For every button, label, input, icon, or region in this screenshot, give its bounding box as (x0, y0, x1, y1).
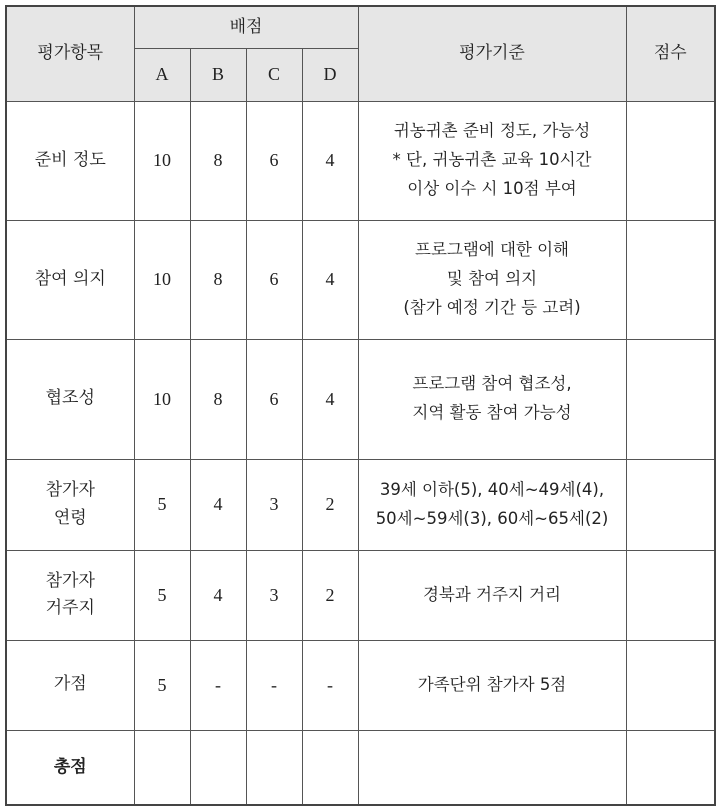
score-b: 8 (190, 339, 246, 459)
header-grade-d: D (302, 48, 358, 101)
total-score-cell[interactable] (626, 730, 715, 805)
total-a (134, 730, 190, 805)
table-row (6, 459, 715, 550)
total-label: 총점 (6, 730, 134, 805)
score-c: 6 (246, 339, 302, 459)
score-b: 4 (190, 550, 246, 640)
criteria-cell (358, 550, 626, 640)
criteria-cell-line: * 단, 귀농귀촌 교육 10시간 (392, 150, 592, 170)
score-cell[interactable] (626, 640, 715, 730)
table-row (6, 101, 715, 220)
criteria-cell-line: 경북과 거주지 거리 (422, 584, 561, 604)
criteria-cell (358, 640, 626, 730)
score-c: 3 (246, 550, 302, 640)
score-a: 5 (134, 459, 190, 550)
score-d: 2 (302, 459, 358, 550)
score-cell[interactable] (626, 550, 715, 640)
score-c: 6 (246, 220, 302, 339)
criteria-cell (358, 220, 626, 339)
criteria-cell-line: 귀농귀촌 준비 정도, 가능성 (393, 121, 591, 141)
criteria-cell-line: (참가 예정 기간 등 고려) (403, 297, 581, 317)
score-b: 8 (190, 101, 246, 220)
table-row (6, 339, 715, 459)
item-label-line: 참가자 (45, 480, 95, 501)
score-c: 3 (246, 459, 302, 550)
score-b: 4 (190, 459, 246, 550)
criteria-cell-line: 프로그램에 대한 이해 (415, 240, 569, 260)
score-d: 4 (302, 101, 358, 220)
header-item: 평가항목 (6, 6, 134, 101)
table-row (6, 640, 715, 730)
item-label-line: 거주지 (45, 598, 95, 618)
criteria-cell-line: 프로그램 참여 협조성, (412, 374, 572, 394)
score-a: 10 (134, 101, 190, 220)
score-cell[interactable] (626, 220, 715, 339)
item-label (6, 220, 134, 339)
total-criteria (358, 730, 626, 805)
score-cell[interactable] (626, 459, 715, 550)
table-row (6, 550, 715, 640)
item-label-line: 참여 의지 (34, 268, 106, 289)
item-label (6, 101, 134, 220)
score-a: 5 (134, 640, 190, 730)
item-label (6, 550, 134, 640)
item-label-line: 연령 (53, 507, 87, 528)
score-a: 5 (134, 550, 190, 640)
score-c: - (246, 640, 302, 730)
score-c: 6 (246, 101, 302, 220)
item-label (6, 640, 134, 730)
item-label-line: 참가자 (45, 570, 95, 591)
criteria-cell-line: 및 참여 의지 (446, 269, 538, 289)
item-label-line: 준비 정도 (34, 149, 106, 170)
total-b (190, 730, 246, 805)
score-d: 4 (302, 339, 358, 459)
score-d: - (302, 640, 358, 730)
score-cell[interactable] (626, 101, 715, 220)
table-row (6, 220, 715, 339)
header-grade-a: A (134, 48, 190, 101)
score-b: 8 (190, 220, 246, 339)
criteria-cell (358, 339, 626, 459)
item-label (6, 459, 134, 550)
item-label-line: 가점 (53, 674, 87, 695)
score-b: - (190, 640, 246, 730)
evaluation-table (5, 5, 716, 806)
criteria-cell-line: 39세 이하(5), 40세~49세(4), (379, 479, 605, 499)
criteria-cell (358, 101, 626, 220)
criteria-cell-line: 50세~59세(3), 60세~65세(2) (375, 508, 609, 528)
score-cell[interactable] (626, 339, 715, 459)
item-label (6, 339, 134, 459)
total-row (6, 730, 715, 805)
criteria-cell-line: 이상 이수 시 10점 부여 (407, 178, 577, 198)
header-grade-b: B (190, 48, 246, 101)
header-score: 점수 (626, 6, 715, 101)
criteria-cell (358, 459, 626, 550)
header-grade-c: C (246, 48, 302, 101)
score-a: 10 (134, 220, 190, 339)
criteria-cell-line: 가족단위 참가자 5점 (417, 674, 567, 694)
criteria-cell-line: 지역 활동 참여 가능성 (412, 403, 572, 422)
total-d (302, 730, 358, 805)
score-a: 10 (134, 339, 190, 459)
score-d: 4 (302, 220, 358, 339)
item-label-line: 협조성 (45, 388, 95, 409)
header-criteria: 평가기준 (358, 6, 626, 101)
score-d: 2 (302, 550, 358, 640)
total-c (246, 730, 302, 805)
header-score-group: 배점 (134, 6, 358, 48)
